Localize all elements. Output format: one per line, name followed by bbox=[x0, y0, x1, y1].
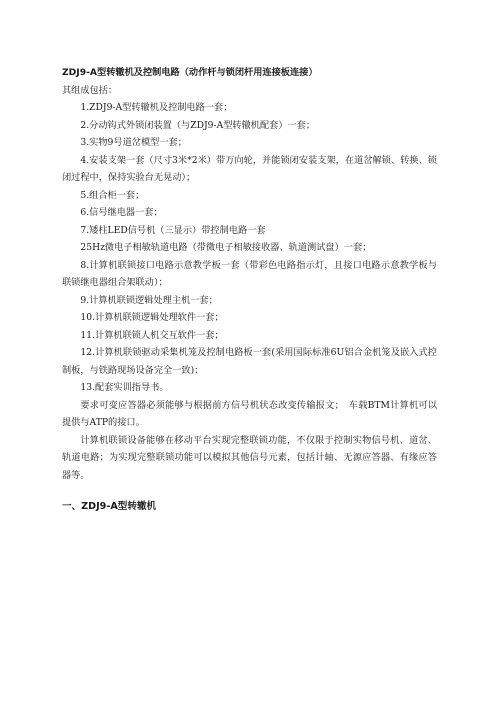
list-item: 3.实物9号道岔模型一套； bbox=[80, 137, 187, 148]
list-item: 13.配套实训指导书。 bbox=[80, 382, 169, 393]
list-item: 2.分动钩式外锁闭装置（与ZDJ9-A型转辙机配套）一套； bbox=[80, 119, 316, 131]
list-item: 7.矮柱LED信号机（三显示）带控制电路一套 bbox=[80, 224, 266, 236]
list-item: 1.ZDJ9-A型转辙机及控制电路一套； bbox=[80, 102, 233, 113]
list-item: 9.计算机联锁逻辑处理主机一套； bbox=[80, 294, 218, 306]
document-title: ZDJ9-A型转辙机及控制电路（动作杆与锁闭杆用连接板连接） bbox=[62, 67, 318, 78]
paragraph-balise: 要求可变应答器必须能够与根据前方信号机状态改变传输报文； 车载BTM计算机可以提供与ATP的接口。 bbox=[62, 399, 437, 428]
list-item: 6.信号继电器一套； bbox=[80, 207, 163, 218]
list-item: 5.组合柜一套； bbox=[80, 189, 145, 201]
intro-text: 其组成包括： bbox=[62, 84, 118, 96]
paragraph-interlocking: 计算机联锁设备能够在移动平台实现完整联锁功能，不仅限于控制实物信号机、道岔、轨道电路；为实现完整联锁功能可以模拟其他信号元素，包括计轴、无源应答器、有缘应答器等。 bbox=[62, 434, 437, 481]
list-item: 11.计算机联锁人机交互软件一套； bbox=[80, 329, 224, 341]
document-body bbox=[62, 64, 437, 525]
list-item: 8.计算机联锁接口电路示意教学板一套（带彩色电路指示灯，且接口电路示意教学板与联锁继电器组合架联动）； bbox=[62, 259, 437, 288]
list-item: 25Hz微电子相敏轨道电路（带微电子相敏接收器、轨道测试盘）一套； bbox=[80, 242, 372, 253]
list-item: 12.计算机联锁驱动采集机笼及控制电路板一套(采用国际标准6U铝合金机笼及嵌入式控制板，与铁路现场设备完全一致)； bbox=[62, 347, 437, 376]
section-heading: 一、ZDJ9-A型转辙机 bbox=[62, 501, 157, 512]
list-item: 4.安装支架一套（尺寸3米*2米）带万向轮，并能锁闭安装支架，在道岔解锁、转换、锁闭过程中，保持实验台无晃动）； bbox=[62, 154, 437, 183]
list-item: 10.计算机联锁逻辑处理软件一套； bbox=[80, 312, 224, 323]
